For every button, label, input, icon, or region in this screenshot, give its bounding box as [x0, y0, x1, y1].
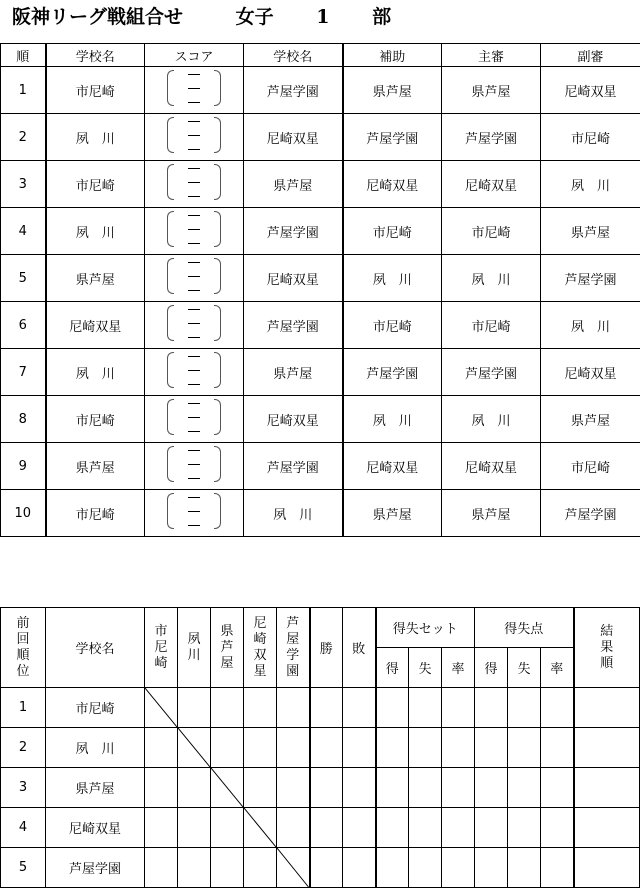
sub-referee-school: 県芦屋	[541, 208, 640, 255]
header-sub-referee: 副審	[541, 44, 640, 67]
sets-won-cell	[376, 808, 409, 848]
sub-referee-school: 芦屋学園	[541, 490, 640, 537]
schedule-row	[1, 349, 640, 396]
header-set-ratio: 率	[442, 648, 475, 688]
diagonal-line-icon	[211, 768, 243, 807]
school-name: 芦屋学園	[46, 848, 145, 888]
final-rank-cell	[574, 808, 640, 848]
score-bracket-icon	[165, 256, 223, 296]
score	[145, 396, 244, 443]
points-lost-cell	[508, 728, 541, 768]
score	[145, 67, 244, 114]
score	[145, 208, 244, 255]
match-number: 9	[1, 443, 46, 490]
match-result-cell	[244, 688, 277, 728]
header-school-a: 学校名	[46, 44, 145, 67]
match-result-cell	[244, 848, 277, 888]
schedule-row	[1, 67, 640, 114]
sets-won-cell	[376, 848, 409, 888]
auxiliary-school: 尼崎双星	[343, 161, 442, 208]
match-number: 3	[1, 161, 46, 208]
points-won-cell	[475, 808, 508, 848]
self-match-diagonal-cell	[145, 688, 178, 728]
points-lost-cell	[508, 808, 541, 848]
points-lost-cell	[508, 688, 541, 728]
schedule-row	[1, 396, 640, 443]
sets-won-cell	[376, 768, 409, 808]
wins-cell	[310, 728, 343, 768]
score-bracket-icon	[165, 115, 223, 155]
school-b: 芦屋学園	[244, 302, 343, 349]
point-ratio-cell	[541, 848, 574, 888]
score	[145, 302, 244, 349]
set-ratio-cell	[442, 768, 475, 808]
score	[145, 443, 244, 490]
chief-referee-school: 夙 川	[442, 255, 541, 302]
school-b: 県芦屋	[244, 161, 343, 208]
title-division: 部	[372, 6, 392, 28]
school-a: 夙 川	[46, 349, 145, 396]
match-result-cell	[277, 688, 310, 728]
points-won-cell	[475, 688, 508, 728]
previous-rank: 1	[1, 688, 46, 728]
point-ratio-cell	[541, 728, 574, 768]
sets-lost-cell	[409, 728, 442, 768]
match-result-cell	[277, 728, 310, 768]
sub-referee-school: 市尼崎	[541, 443, 640, 490]
chief-referee-school: 芦屋学園	[442, 349, 541, 396]
page-title	[12, 2, 391, 32]
point-ratio-cell	[541, 688, 574, 728]
previous-rank: 4	[1, 808, 46, 848]
match-result-cell	[211, 728, 244, 768]
auxiliary-school: 尼崎双星	[343, 443, 442, 490]
school-name: 県芦屋	[46, 768, 145, 808]
sets-lost-cell	[409, 688, 442, 728]
schedule-table	[0, 43, 640, 537]
diagonal-line-icon	[244, 808, 276, 847]
score-bracket-icon	[165, 397, 223, 437]
standings-row	[1, 808, 640, 848]
schedule-row	[1, 490, 640, 537]
school-b: 夙 川	[244, 490, 343, 537]
score	[145, 161, 244, 208]
diagonal-line-icon	[178, 728, 210, 767]
points-won-cell	[475, 728, 508, 768]
schedule-row	[1, 114, 640, 161]
losses-cell	[343, 688, 376, 728]
standings-row	[1, 768, 640, 808]
schedule-row	[1, 302, 640, 349]
match-result-cell	[178, 768, 211, 808]
school-b: 尼崎双星	[244, 114, 343, 161]
wins-cell	[310, 808, 343, 848]
match-result-cell	[145, 808, 178, 848]
school-a: 尼崎双星	[46, 302, 145, 349]
score	[145, 490, 244, 537]
header-point-group: 得失点	[475, 608, 574, 648]
school-b: 芦屋学園	[244, 208, 343, 255]
score-bracket-icon	[165, 68, 223, 108]
schedule-row	[1, 161, 640, 208]
match-result-cell	[145, 768, 178, 808]
auxiliary-school: 芦屋学園	[343, 114, 442, 161]
match-result-cell	[244, 728, 277, 768]
set-ratio-cell	[442, 728, 475, 768]
chief-referee-school: 尼崎双星	[442, 161, 541, 208]
chief-referee-school: 芦屋学園	[442, 114, 541, 161]
match-result-cell	[244, 768, 277, 808]
previous-rank: 5	[1, 848, 46, 888]
header-school: 学校名	[46, 608, 145, 688]
schedule-row	[1, 443, 640, 490]
losses-cell	[343, 728, 376, 768]
sub-referee-school: 市尼崎	[541, 114, 640, 161]
header-point-lost: 失	[508, 648, 541, 688]
header-vs-kenashiya: 県 芦 屋	[211, 608, 244, 688]
header-vs-amagasaki-sosei: 尼 崎 双 星	[244, 608, 277, 688]
score-bracket-icon	[165, 303, 223, 343]
previous-rank: 2	[1, 728, 46, 768]
standings-row	[1, 688, 640, 728]
points-won-cell	[475, 848, 508, 888]
match-result-cell	[178, 808, 211, 848]
header-previous-rank: 前 回 順 位	[1, 608, 46, 688]
sub-referee-school: 夙 川	[541, 161, 640, 208]
school-b: 尼崎双星	[244, 396, 343, 443]
final-rank-cell	[574, 728, 640, 768]
chief-referee-school: 県芦屋	[442, 67, 541, 114]
school-name: 市尼崎	[46, 688, 145, 728]
score	[145, 349, 244, 396]
score-bracket-icon	[165, 209, 223, 249]
school-name: 夙 川	[46, 728, 145, 768]
header-wins: 勝	[310, 608, 343, 688]
chief-referee-school: 県芦屋	[442, 490, 541, 537]
match-result-cell	[178, 688, 211, 728]
auxiliary-school: 県芦屋	[343, 490, 442, 537]
header-vs-shukugawa: 夙 川	[178, 608, 211, 688]
match-number: 4	[1, 208, 46, 255]
header-final-rank: 結 果 順	[574, 608, 640, 688]
header-auxiliary: 補助	[343, 44, 442, 67]
match-result-cell	[145, 848, 178, 888]
sets-lost-cell	[409, 768, 442, 808]
standings-table	[0, 607, 640, 888]
header-chief-referee: 主審	[442, 44, 541, 67]
losses-cell	[343, 808, 376, 848]
final-rank-cell	[574, 768, 640, 808]
score	[145, 255, 244, 302]
previous-rank: 3	[1, 768, 46, 808]
point-ratio-cell	[541, 808, 574, 848]
losses-cell	[343, 848, 376, 888]
school-a: 市尼崎	[46, 161, 145, 208]
sub-referee-school: 尼崎双星	[541, 67, 640, 114]
standings-row	[1, 848, 640, 888]
standings-header-row-1	[1, 608, 640, 648]
school-b: 県芦屋	[244, 349, 343, 396]
header-vs-ashiya-gakuen: 芦 屋 学 園	[277, 608, 310, 688]
match-result-cell	[211, 688, 244, 728]
header-school-b: 学校名	[244, 44, 343, 67]
match-number: 2	[1, 114, 46, 161]
header-set-won: 得	[376, 648, 409, 688]
diagonal-line-icon	[145, 688, 177, 727]
diagonal-line-icon	[277, 848, 309, 887]
wins-cell	[310, 688, 343, 728]
school-a: 市尼崎	[46, 67, 145, 114]
chief-referee-school: 尼崎双星	[442, 443, 541, 490]
schedule-row	[1, 255, 640, 302]
score-bracket-icon	[165, 350, 223, 390]
chief-referee-school: 市尼崎	[442, 208, 541, 255]
school-a: 県芦屋	[46, 255, 145, 302]
match-number: 7	[1, 349, 46, 396]
match-number: 5	[1, 255, 46, 302]
auxiliary-school: 芦屋学園	[343, 349, 442, 396]
schedule-row	[1, 208, 640, 255]
auxiliary-school: 県芦屋	[343, 67, 442, 114]
sets-won-cell	[376, 688, 409, 728]
match-result-cell	[178, 848, 211, 888]
match-result-cell	[211, 808, 244, 848]
points-lost-cell	[508, 768, 541, 808]
sets-lost-cell	[409, 848, 442, 888]
score-bracket-icon	[165, 162, 223, 202]
school-b: 芦屋学園	[244, 443, 343, 490]
points-lost-cell	[508, 848, 541, 888]
match-result-cell	[277, 808, 310, 848]
title-gender: 女子	[235, 6, 274, 28]
match-number: 1	[1, 67, 46, 114]
wins-cell	[310, 848, 343, 888]
point-ratio-cell	[541, 768, 574, 808]
auxiliary-school: 夙 川	[343, 255, 442, 302]
sets-won-cell	[376, 728, 409, 768]
final-rank-cell	[574, 848, 640, 888]
header-set-group: 得失セット	[376, 608, 475, 648]
sub-referee-school: 夙 川	[541, 302, 640, 349]
self-match-diagonal-cell	[244, 808, 277, 848]
match-result-cell	[277, 768, 310, 808]
points-won-cell	[475, 768, 508, 808]
school-b: 尼崎双星	[244, 255, 343, 302]
self-match-diagonal-cell	[178, 728, 211, 768]
match-number: 10	[1, 490, 46, 537]
school-a: 県芦屋	[46, 443, 145, 490]
chief-referee-school: 市尼崎	[442, 302, 541, 349]
school-a: 夙 川	[46, 208, 145, 255]
auxiliary-school: 市尼崎	[343, 302, 442, 349]
header-vs-ichiamagasaki: 市 尼 崎	[145, 608, 178, 688]
match-number: 6	[1, 302, 46, 349]
header-order: 順	[1, 44, 46, 67]
standings-row	[1, 728, 640, 768]
sub-referee-school: 県芦屋	[541, 396, 640, 443]
school-a: 夙 川	[46, 114, 145, 161]
sub-referee-school: 芦屋学園	[541, 255, 640, 302]
sets-lost-cell	[409, 808, 442, 848]
final-rank-cell	[574, 688, 640, 728]
title-main: 阪神リーグ戦組合せ	[12, 6, 184, 28]
school-name: 尼崎双星	[46, 808, 145, 848]
school-b: 芦屋学園	[244, 67, 343, 114]
school-a: 市尼崎	[46, 490, 145, 537]
match-result-cell	[145, 728, 178, 768]
chief-referee-school: 夙 川	[442, 396, 541, 443]
score-bracket-icon	[165, 491, 223, 531]
score-bracket-icon	[165, 444, 223, 484]
set-ratio-cell	[442, 688, 475, 728]
school-a: 市尼崎	[46, 396, 145, 443]
wins-cell	[310, 768, 343, 808]
header-losses: 敗	[343, 608, 376, 688]
header-point-ratio: 率	[541, 648, 574, 688]
header-point-won: 得	[475, 648, 508, 688]
schedule-header-row	[1, 44, 640, 67]
header-set-lost: 失	[409, 648, 442, 688]
match-number: 8	[1, 396, 46, 443]
match-result-cell	[211, 848, 244, 888]
sub-referee-school: 尼崎双星	[541, 349, 640, 396]
self-match-diagonal-cell	[277, 848, 310, 888]
losses-cell	[343, 768, 376, 808]
auxiliary-school: 夙 川	[343, 396, 442, 443]
header-score: スコア	[145, 44, 244, 67]
score	[145, 114, 244, 161]
title-number: 1	[316, 6, 330, 28]
auxiliary-school: 市尼崎	[343, 208, 442, 255]
set-ratio-cell	[442, 808, 475, 848]
set-ratio-cell	[442, 848, 475, 888]
self-match-diagonal-cell	[211, 768, 244, 808]
